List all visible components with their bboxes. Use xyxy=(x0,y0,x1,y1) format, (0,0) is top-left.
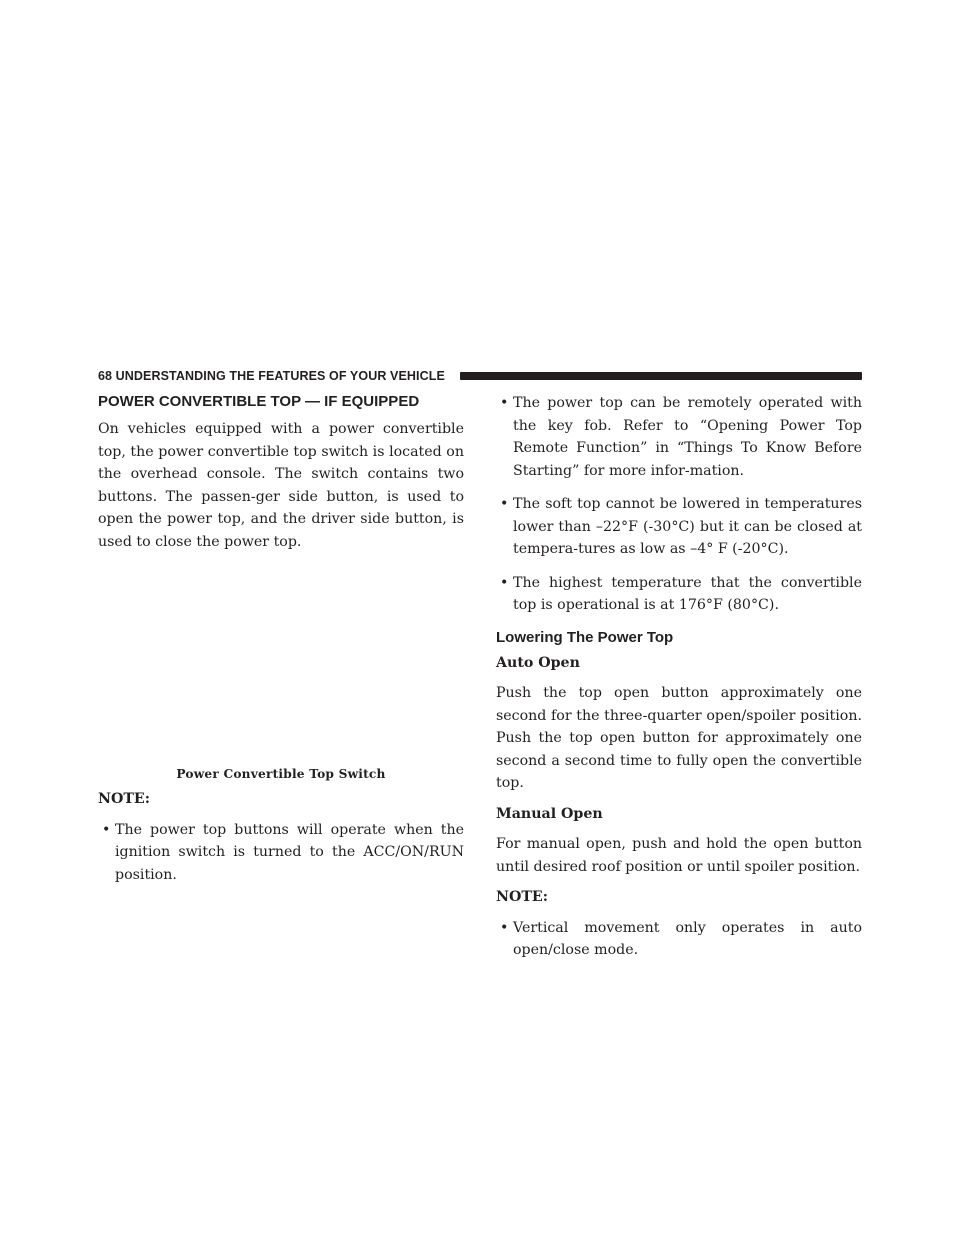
subsection-title: Lowering The Power Top xyxy=(496,628,674,646)
page-header xyxy=(98,366,862,386)
bullet-list xyxy=(496,392,862,617)
header-rule xyxy=(460,372,862,380)
list-item xyxy=(98,819,464,887)
note-bullet-list xyxy=(496,917,862,962)
list-item xyxy=(496,572,862,617)
note-label: NOTE: xyxy=(98,791,150,807)
left-column xyxy=(98,392,464,897)
auto-open-label: Auto Open xyxy=(496,654,580,671)
auto-open-paragraph: Push the top open button approximately one second for the three-quarter open/spoiler position. Push the top open button for approximately one second a second time to fully open the convertible top. xyxy=(496,685,862,791)
list-item-text: The soft top cannot be lowered in temperatures lower than –22°F (-30°C) but it can be closed at tempera-tures as low as –4° F (-20°C). xyxy=(513,496,862,557)
bullet-icon: • xyxy=(500,919,509,936)
list-item xyxy=(496,392,862,482)
section-title: POWER CONVERTIBLE TOP — IF EQUIPPED xyxy=(98,393,420,410)
figure-caption: Power Convertible Top Switch xyxy=(176,767,386,781)
bullet-icon: • xyxy=(500,574,509,591)
list-item-text: The power top buttons will operate when the ignition switch is turned to the ACC/ON/RUN position. xyxy=(115,821,464,883)
bullet-icon: • xyxy=(500,496,509,512)
list-item-text: The highest temperature that the convertible top is operational is at 176°F (80°C). xyxy=(513,574,862,613)
bullet-icon: • xyxy=(102,821,111,838)
list-item xyxy=(496,917,862,962)
page-number-and-chapter: 68 UNDERSTANDING THE FEATURES OF YOUR VEHICLE xyxy=(98,369,445,383)
intro-paragraph: On vehicles equipped with a power convertible top, the power convertible top switch is located on the overhead console. The switch contains two buttons. The passen-ger side button, is used to open the power top, and the driver side button, is used to close the power top. xyxy=(98,421,464,550)
note-label: NOTE: xyxy=(496,889,548,905)
note-bullet-list xyxy=(98,819,464,887)
manual-open-label: Manual Open xyxy=(496,805,603,822)
right-column xyxy=(496,392,862,973)
manual-open-paragraph: For manual open, push and hold the open button until desired roof position or until spoiler position. xyxy=(496,836,862,875)
list-item xyxy=(496,493,862,561)
list-item-text: Vertical movement only operates in auto open/close mode. xyxy=(513,919,862,958)
bullet-icon: • xyxy=(500,395,509,411)
figure-area xyxy=(98,561,464,766)
list-item-text: The power top can be remotely operated with the key fob. Refer to “Opening Power Top Remote Function” in “Things To Know Before Starting” for more infor-mation. xyxy=(513,395,862,479)
